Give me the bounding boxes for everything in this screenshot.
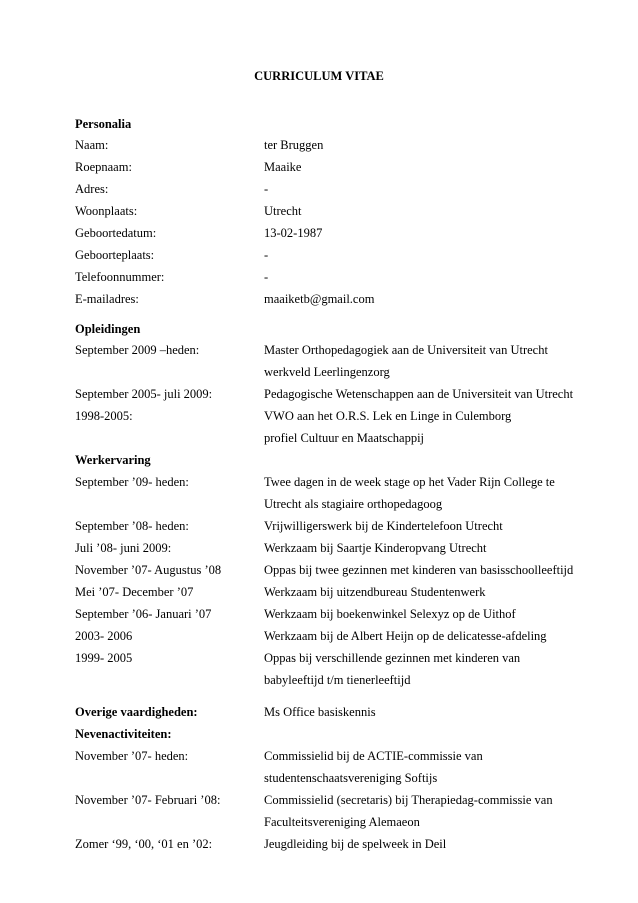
row-value: babyleeftijd t/m tienerleeftijd [264,673,411,687]
row-label: Zomer ‘99, ‘00, ‘01 en ’02: [75,837,213,851]
row-label: 1999- 2005 [75,651,133,665]
werkervaring-row [75,647,595,669]
row-label: Telefoonnummer: [75,270,165,284]
row-label: September ’09- heden: [75,475,189,489]
email-value: maaiketb@gmail.com [264,292,375,306]
page-title: CURRICULUM VITAE [254,69,384,83]
nevenactiviteiten-row [75,745,595,767]
row-value: Faculteitsvereniging Alemaeon [264,815,420,829]
opleidingen-row [75,405,595,427]
row-value: Twee dagen in de week stage op het Vader Rijn College te [264,475,555,489]
werkervaring-row [75,559,595,581]
werkervaring-row [75,515,595,537]
personalia-row [75,288,595,310]
row-value: Maaike [264,160,302,174]
werkervaring-row [75,625,595,647]
row-value: - [264,270,269,284]
row-label: November ’07- heden: [75,749,189,763]
row-value: Oppas bij verschillende gezinnen met kinderen van [264,651,521,665]
section-heading-personalia: Personalia [75,117,132,131]
row-value: Ms Office basiskennis [264,705,376,719]
row-label: November ’07- Februari ’08: [75,793,221,807]
row-value: werkveld Leerlingenzorg [264,365,390,379]
row-value: Werkzaam bij boekenwinkel Selexyz op de Uithof [264,607,516,621]
personalia-row [75,244,595,266]
row-value: Utrecht [264,204,302,218]
row-value: ter Bruggen [264,138,324,152]
personalia-row [75,266,595,288]
row-value: Werkzaam bij Saartje Kinderopvang Utrecht [264,541,487,555]
row-value: Utrecht als stagiaire orthopedagoog [264,497,443,511]
werkervaring-row [75,493,595,515]
row-value: VWO aan het O.R.S. Lek en Linge in Culemborg [264,409,512,423]
nevenactiviteiten-row [75,767,595,789]
row-label: Roepnaam: [75,160,132,174]
werkervaring-row [75,537,595,559]
row-label: September 2005- juli 2009: [75,387,213,401]
row-value: Commissielid (secretaris) bij Therapiedag-commissie van [264,793,553,807]
row-label: Juli ’08- juni 2009: [75,541,172,555]
werkervaring-row [75,603,595,625]
row-label: September ’06- Januari ’07 [75,607,212,621]
opleidingen-row [75,361,595,383]
personalia-row [75,222,595,244]
row-label: Woonplaats: [75,204,138,218]
werkervaring-row [75,471,595,493]
row-value: profiel Cultuur en Maatschappij [264,431,425,445]
personalia-row [75,134,595,156]
row-value: Commissielid bij de ACTIE-commissie van [264,749,483,763]
row-value: Jeugdleiding bij de spelweek in Deil [264,837,447,851]
row-label: September 2009 –heden: [75,343,200,357]
section-heading-werkervaring: Werkervaring [75,453,151,467]
personalia-row [75,200,595,222]
row-value: Pedagogische Wetenschappen aan de Universiteit van Utrecht [264,387,574,401]
section-heading-overige-vaardigheden: Overige vaardigheden: [75,705,198,719]
row-value: Oppas bij twee gezinnen met kinderen van basisschoolleeftijd [264,563,574,577]
row-value: Vrijwilligerswerk bij de Kindertelefoon Utrecht [264,519,503,533]
nevenactiviteiten-row [75,811,595,833]
row-label: 2003- 2006 [75,629,133,643]
werkervaring-row [75,669,595,691]
nevenactiviteiten-row [75,789,595,811]
section-heading-nevenactiviteiten: Nevenactiviteiten: [75,727,172,741]
row-value: 13-02-1987 [264,226,323,240]
row-label: September ’08- heden: [75,519,189,533]
row-label: E-mailadres: [75,292,139,306]
row-value: Werkzaam bij uitzendbureau Studentenwerk [264,585,486,599]
personalia-row [75,156,595,178]
row-label: Naam: [75,138,109,152]
werkervaring-row [75,581,595,603]
row-value: - [264,248,269,262]
opleidingen-row [75,339,595,361]
opleidingen-row [75,383,595,405]
nevenactiviteiten-row [75,833,595,855]
row-label: Geboortedatum: [75,226,157,240]
section-heading-opleidingen: Opleidingen [75,322,141,336]
row-value: - [264,182,269,196]
row-label: Mei ’07- December ’07 [75,585,194,599]
row-label: November ’07- Augustus ’08 [75,563,222,577]
row-label: Adres: [75,182,109,196]
row-value: Werkzaam bij de Albert Heijn op de delicatesse-afdeling [264,629,547,643]
row-value: studentenschaatsvereniging Softijs [264,771,438,785]
personalia-row [75,178,595,200]
row-value: Master Orthopedagogiek aan de Universiteit van Utrecht [264,343,548,357]
overige-vaardigheden-row [75,701,595,723]
row-label: 1998-2005: [75,409,133,423]
opleidingen-row [75,427,595,449]
row-label: Geboorteplaats: [75,248,155,262]
